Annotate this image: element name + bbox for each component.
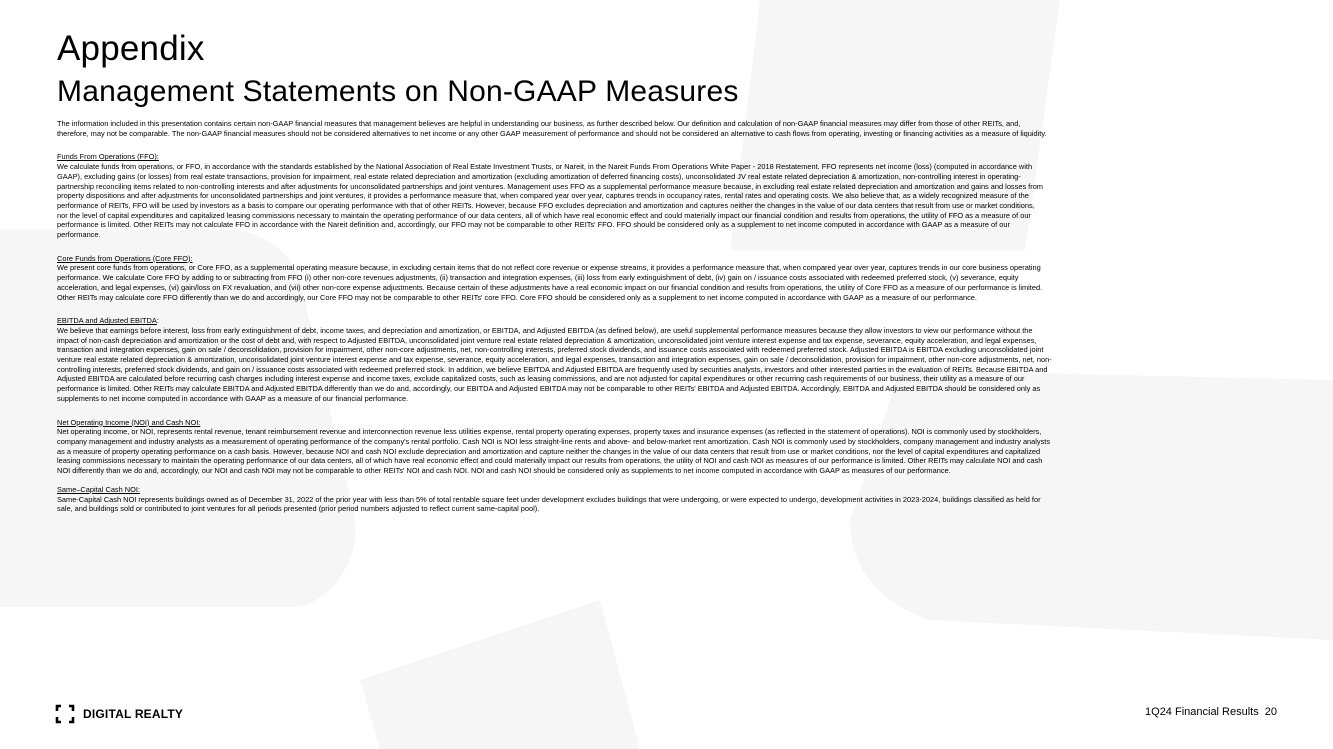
section-body: We believe that earnings before interest, loss from early extinguishment of debt, income taxes, and depreciation and amortization, or EBITDA, and Adjusted EBITDA (as defined below), are useful supplemental performance measures because they allow investors to view our performance without the impact of non-cash depreciation and amortization or the cost of debt and, with respect to Adjusted EBITDA, unconsolidated joint venture real estate related depreciation & amortization, unconsolidated joint venture interest expense and tax expense, severance, equity acceleration, and legal expenses, transaction and integration expenses, gain on sale / deconsolidation, provision for impairment, other non-core adjustments, net, non-controlling interests, preferred stock dividends, and issuance costs associated with redeemed preferred stock. Adjusted EBITDA is EBITDA excluding unconsolidated joint venture real estate related depreciation & amortization, unconsolidated joint venture interest expense and tax expense, severance, equity acceleration, and legal expenses, transaction and integration expenses, gain on sale / deconsolidation, provision for impairment, other non-core adjustments, net, non- controlling interests, preferred stock dividends, and gain on / issuance costs associated with redeemed preferred stock. In addition, we believe EBITDA and Adjusted EBITDA are frequently used by securities analysts, investors and other interested parties in the evaluation of REITs. Because EBITDA and Adjusted EBITDA are calculated before recurring cash charges including interest expense and income taxes, exclude capitalized costs, such as leasing commissions, and are not adjusted for capital expenditures or other recurring cash requirements of our business, their utility as a measure of our performance is limited. Other REITs may calculate EBITDA and Adjusted EBITDA differently than we do and, accordingly, our EBITDA and Adjusted EBITDA may not be comparable to other REITs' EBITDA and Adjusted EBITDA. Accordingly, EBITDA and Adjusted EBITDA should be considered only as supplements to net income computed in accordance with GAAP as a measure of our financial performance. <box>57 325 1052 403</box>
section-heading: Net Operating Income (NOI) and Cash NOI: <box>57 417 201 427</box>
page-subtitle: Management Statements on Non-GAAP Measures <box>57 75 739 108</box>
section-body: Net operating income, or NOI, represents rental revenue, tenant reimbursement revenue and interconnection revenue less utilities expense, rental property operating expenses, property taxes and insurance expenses (as reflected in the statement of operations). NOI is commonly used by stockholders, company management and industry analysts as a measurement of operating performance of the company's rental portfolio. Cash NOI is NOI less straight-line rents and above- and below-market rent amortization. Cash NOI is commonly used by stockholders, company management and industry analysts as a measure of property operating performance on a cash basis. However, because NOI and cash NOI exclude depreciation and amortization and capture neither the changes in the value of our data centers that result from use or market conditions, nor the level of capital expenditures and capitalized leasing commissions necessary to maintain the operating performance of our data centers, all of which have real economic effect and could materially impact our results from operations, the utility of NOI and cash NOI as measures of our performance is limited. Other REITs may calculate NOI and cash NOI differently than we do and, accordingly, our NOI and cash NOI may not be comparable to other REITs' NOI and cash NOI. NOI and cash NOI should be considered only as supplements to net income computed in accordance with GAAP as measures of our performance. <box>57 427 1051 476</box>
section-heading: Same–Capital Cash NOI: <box>57 484 140 494</box>
section-heading: EBITDA and Adjusted EBITDA: <box>57 316 159 326</box>
brackets-logo-icon <box>55 704 75 724</box>
section-ebitda <box>57 316 1287 403</box>
section-heading: Funds From Operations (FFO): <box>57 152 159 162</box>
section-ffo <box>57 152 1287 239</box>
page-number: 20 <box>1264 706 1277 718</box>
section-body: Same-Capital Cash NOI represents buildings owned as of December 31, 2022 of the prior year with less than 5% of total rentable square feet under development excludes buildings that were undergoing, or were expected to undergo, development activities in 2023-2024, buildings classified as held for sale, and buildings sold or contributed to joint ventures for all periods presented (prior period numbers adjusted to reflect current same-capital pool). <box>57 494 1041 514</box>
section-same-capital-noi <box>57 485 1287 514</box>
report-name: 1Q24 Financial Results <box>1145 706 1259 718</box>
brand-logo <box>55 704 183 724</box>
section-core-ffo <box>57 254 1287 303</box>
section-body: We calculate funds from operations, or FFO, in accordance with the standards established by the National Association of Real Estate Investment Trusts, or Nareit, in the Nareit Funds From Operations White Paper - 2018 Restatement. FFO represents net income (loss) (computed in accordance with GAAP), excluding gains (or losses) from real estate transactions, provision for impairment, real estate related depreciation and amortization (excluding amortization of deferred financing costs), unconsolidated JV real estate related depreciation & amortization, non-controlling interest in operating- partnership reconciling items related to non-controlling interests and after adjustments for unconsolidated partnerships and joint ventures. Management uses FFO as a supplemental performance measure because, in excluding real estate related depreciation and amortization and gains and losses from property dispositions and after adjustments for unconsolidated partnerships and joint ventures, it provides a performance measure that, when compared year over year, captures trends in occupancy rates, rental rates and operating costs. We also believe that, as a widely recognized measure of the performance of REITs, FFO will be used by investors as a basis to compare our operating performance with that of other REITs. However, because FFO excludes depreciation and amortization and captures neither the changes in the value of our data centers that result from use or market conditions, nor the level of capital expenditures and capitalized leasing commissions necessary to maintain the operating performance of our data centers, all of which have real economic effect and could materially impact our financial condition and results from operations, the utility of FFO as a measure of our performance is limited. Other REITs may not calculate FFO in accordance with the Nareit definition and, accordingly, our FFO may not be comparable to other REITs' FFO. FFO should be considered only as a supplement to net income computed in accordance with GAAP as a measure of our performance. <box>57 162 1043 240</box>
section-heading: Core Funds from Operations (Core FFO): <box>57 253 193 263</box>
page-content <box>57 30 1287 514</box>
footer-info <box>1145 706 1277 718</box>
section-body: We present core funds from operations, or Core FFO, as a supplemental operating measure because, in excluding certain items that do not reflect core revenue or expense streams, it provides a performance measure that, when compared year over year, captures trends in our core business operating performance. We calculate Core FFO by adding to or subtracting from FFO (i) other non-core revenues adjustments, (ii) transaction and integration expenses, (iii) loss from early extinguishment of debt, (iv) gain on / issuance costs associated with redeemed preferred stock, (v) severance, equity acceleration, and legal expenses, (vi) gain/loss on FX revaluation, and (vii) other non-core expense adjustments. Because certain of these adjustments have a real economic impact on our financial condition and results from operations, the utility of Core FFO as a measure of our performance is limited. Other REITs may calculate core FFO differently than we do and accordingly, our Core FFO may not be comparable to other REITs' core FFO. Core FFO should be considered only as a supplement to net income computed in accordance with GAAP as a measure of our performance. <box>57 263 1043 302</box>
brand-name: DIGITAL REALTY <box>83 707 184 721</box>
section-noi <box>57 418 1287 476</box>
intro-paragraph: The information included in this presentation contains certain non-GAAP financial measures that management believes are helpful in understanding our business, as further described below. Our definition and calculation of non-GAAP financial measures may differ from those of other REITs, and, therefore, may not be comparable. The non-GAAP financial measures should not be considered alternatives to net income or any other GAAP measurement of performance and should not be considered an alternative to cash flows from operating, investing or financing activities as a measure of liquidity. <box>57 119 1047 138</box>
page-title: Appendix <box>57 29 205 68</box>
